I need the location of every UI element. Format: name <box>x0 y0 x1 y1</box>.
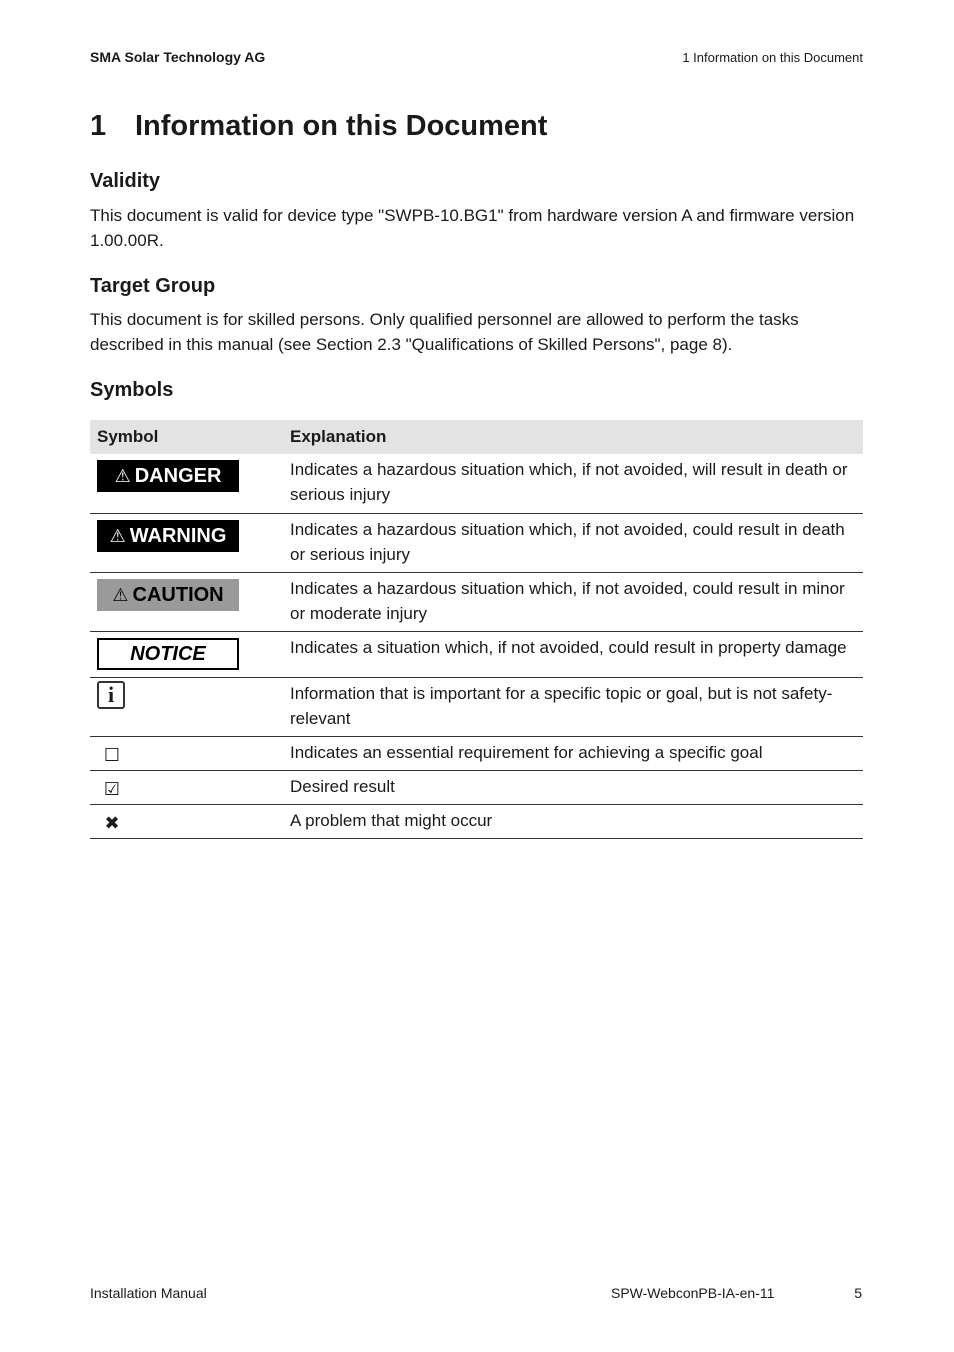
footer-doc-type: Installation Manual <box>90 1285 207 1301</box>
info-icon: i <box>97 681 125 709</box>
explanation-cell: Information that is important for a specific topic or goal, but is not safety-relevant <box>290 677 863 736</box>
warning-triangle-icon: ⚠ <box>109 525 126 546</box>
table-row <box>90 770 863 804</box>
column-header-explanation: Explanation <box>290 420 863 454</box>
warning-triangle-icon: ⚠ <box>112 584 129 605</box>
chapter-title: Information on this Document <box>135 110 548 142</box>
explanation-cell: Indicates a situation which, if not avoided, could result in property damage <box>290 631 863 677</box>
table-row <box>90 454 863 513</box>
footer-page-number: 5 <box>854 1285 862 1301</box>
table-row <box>90 736 863 770</box>
chapter-number: 1 <box>90 110 107 142</box>
notice-signal-label: NOTICE <box>97 638 239 670</box>
explanation-cell: A problem that might occur <box>290 804 863 838</box>
column-header-symbol: Symbol <box>90 420 290 454</box>
caution-signal-label: ⚠ CAUTION <box>97 579 239 611</box>
table-row <box>90 631 863 677</box>
empty-checkbox-icon: ☐ <box>103 744 121 765</box>
cross-icon: ✖ <box>104 812 120 833</box>
table-header-row <box>90 420 863 454</box>
table-row <box>90 804 863 838</box>
symbols-table <box>90 420 863 839</box>
table-row <box>90 572 863 631</box>
chapter-heading <box>90 110 547 143</box>
header-section: 1 Information on this Document <box>682 50 863 65</box>
explanation-cell: Indicates an essential requirement for achieving a specific goal <box>290 736 863 770</box>
explanation-cell: Desired result <box>290 770 863 804</box>
symbols-heading: Symbols <box>90 379 174 401</box>
table-row <box>90 677 863 736</box>
footer-doc-code: SPW-WebconPB-IA-en-11 <box>611 1285 775 1301</box>
validity-text: This document is valid for device type "SWPB-10.BG1" from hardware version A and firmware version 1.00.00R. <box>90 206 855 250</box>
explanation-cell: Indicates a hazardous situation which, if not avoided, will result in death or serious injury <box>290 454 863 513</box>
warning-triangle-icon: ⚠ <box>114 466 131 486</box>
header-company: SMA Solar Technology AG <box>90 49 266 65</box>
target-group-heading: Target Group <box>90 275 216 297</box>
warning-signal-label: ⚠ WARNING <box>97 520 239 552</box>
explanation-cell: Indicates a hazardous situation which, if not avoided, could result in minor or moderate injury <box>290 572 863 631</box>
danger-signal-label: ⚠ DANGER <box>97 460 239 492</box>
checked-checkbox-icon: ☑ <box>103 778 121 799</box>
target-group-text: This document is for skilled persons. Only qualified personnel are allowed to perform the tasks described in this manual (see Section 2.3 "Qualifications of Skilled Persons", page 8). <box>90 310 799 354</box>
validity-heading: Validity <box>90 170 161 192</box>
explanation-cell: Indicates a hazardous situation which, if not avoided, could result in death or serious injury <box>290 513 863 572</box>
table-row <box>90 513 863 572</box>
